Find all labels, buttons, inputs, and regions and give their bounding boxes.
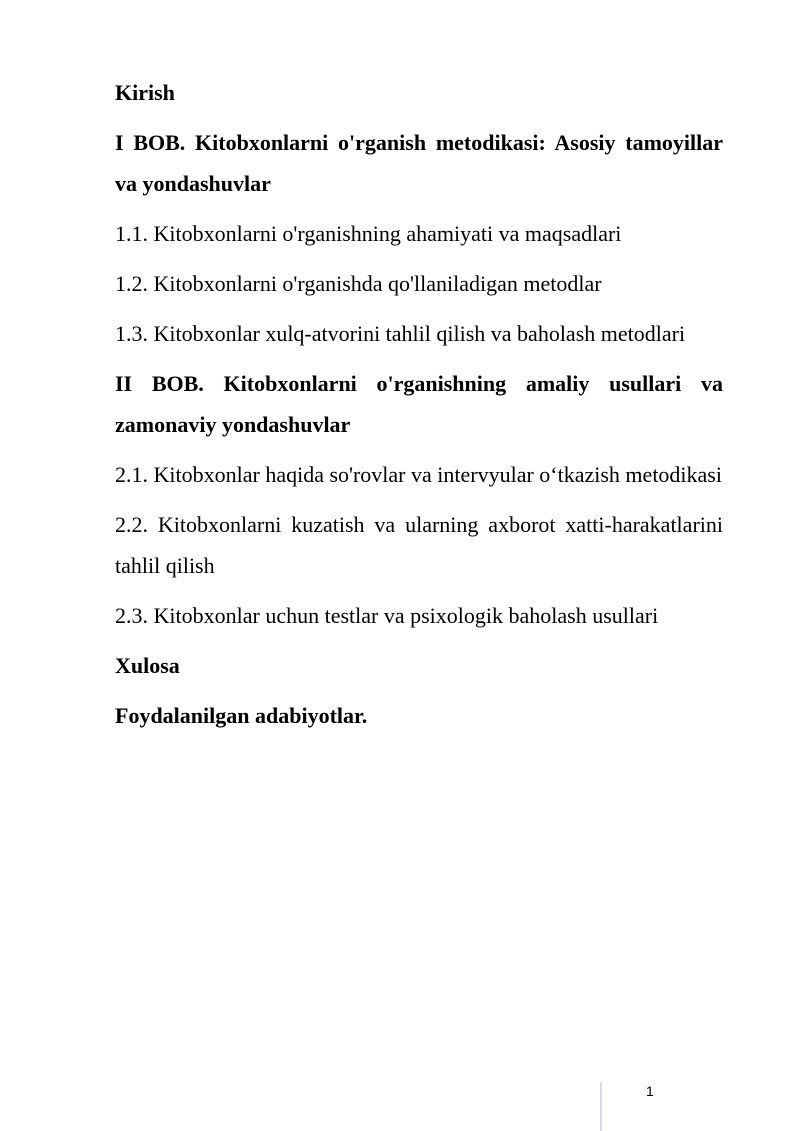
toc-section-1-1: 1.1. Kitobxonlarni o'rganishning ahamiyati va maqsadlari [115, 221, 622, 246]
toc-conclusion: Xulosa [115, 653, 180, 678]
toc-section-1-2: 1.2. Kitobxonlarni o'rganishda qo'llaniladigan metodlar [115, 271, 602, 296]
toc-section-1-3: 1.3. Kitobxonlar xulq-atvorini tahlil qilish va baholash metodlari [115, 321, 686, 346]
toc-section-2-3: 2.3. Kitobxonlar uchun testlar va psixologik baholash usullari [115, 603, 659, 628]
footer-divider [600, 1082, 602, 1131]
page-number: 1 [646, 1083, 654, 1099]
toc-references: Foydalanilgan adabiyotlar. [115, 703, 368, 728]
toc-section-2-2: 2.2. Kitobxonlarni kuzatish va ularning axborot xatti-harakatlarini tahlil qilish [115, 512, 723, 578]
toc-chapter-1: I BOB. Kitobxonlarni o'rganish metodikasi: Asosiy tamoyillar va yondashuvlar [115, 130, 723, 196]
toc-chapter-2: II BOB. Kitobxonlarni o'rganishning amaliy usullari va zamonaviy yondashuvlar [115, 371, 723, 437]
document-page [115, 72, 723, 745]
toc-section-2-1: 2.1. Kitobxonlar haqida so'rovlar va intervyular o‘tkazish metodikasi [115, 462, 722, 487]
toc-introduction: Kirish [115, 80, 175, 105]
